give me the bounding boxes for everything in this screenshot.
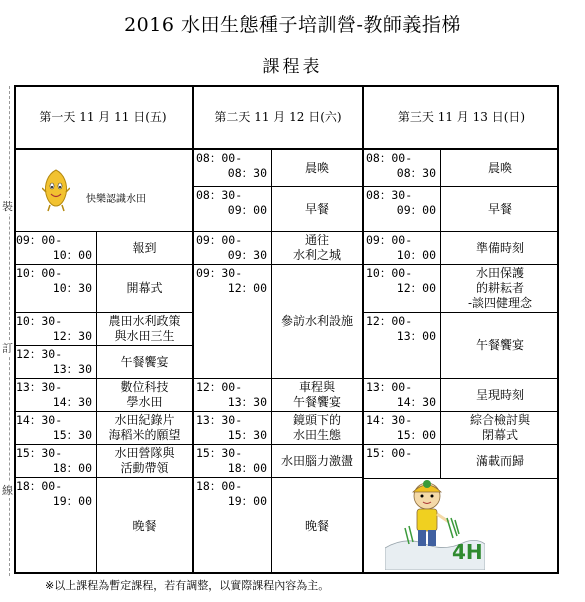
binding-mark: 訂: [2, 342, 13, 355]
time-start: 18：00-: [196, 479, 243, 493]
time-end: 10：30: [52, 281, 92, 295]
time-start: 08：30-: [196, 188, 243, 202]
time-end: 08：30: [396, 166, 436, 180]
day-header: 第二天 11 月 12 日(六): [194, 85, 364, 150]
time-start: 18：00-: [16, 479, 63, 493]
activity-cell: 晨喚: [272, 150, 364, 187]
time-cell: [364, 150, 441, 187]
activity-cell: 晚餐: [272, 478, 364, 574]
time-start: 08：30-: [366, 188, 413, 202]
activity-cell: 開幕式: [97, 265, 194, 313]
time-end: 19：00: [227, 494, 267, 508]
activity-cell: 水田腦力激盪: [272, 445, 364, 478]
activity-cell: 水田營隊與 活動帶領: [97, 445, 194, 478]
time-end: 18：00: [227, 461, 267, 475]
time-start: 09：00-: [366, 233, 413, 247]
activity-cell: 綜合檢討與 閉幕式: [441, 412, 559, 445]
time-end: 14：30: [52, 395, 92, 409]
time-end: 12：30: [52, 329, 92, 343]
activity-cell: 早餐: [441, 187, 559, 232]
activity-cell: 午餐饗宴: [97, 346, 194, 379]
time-start: 12：00-: [196, 380, 243, 394]
time-start: 09：30-: [196, 266, 243, 280]
activity-cell: 數位科技 學水田: [97, 379, 194, 412]
time-start: 13：30-: [196, 413, 243, 427]
time-start: 15：30-: [16, 446, 63, 460]
time-start: 08：00-: [366, 151, 413, 165]
time-cell: [194, 187, 272, 232]
activity-cell: 水田紀錄片 海稻米的願望: [97, 412, 194, 445]
activity-cell: 準備時刻: [441, 232, 559, 265]
time-start: 13：30-: [16, 380, 63, 394]
activity-cell: 通往 水利之城: [272, 232, 364, 265]
time-cell: [194, 412, 272, 445]
time-start: 14：30-: [16, 413, 63, 427]
time-start: 12：30-: [16, 347, 63, 361]
time-cell: [364, 187, 441, 232]
day-header: 第三天 11 月 13 日(日): [364, 85, 559, 150]
footnote: ※以上課程為暫定課程，若有調整，以實際課程內容為主。: [45, 579, 330, 592]
day-header: 第一天 11 月 11 日(五): [14, 85, 194, 150]
time-start: 09：00-: [16, 233, 63, 247]
activity-cell: 晨喚: [441, 150, 559, 187]
time-end: 13：30: [227, 395, 267, 409]
time-cell: [364, 445, 441, 478]
time-cell: [14, 232, 97, 265]
time-cell: [364, 412, 441, 445]
intro-label: 快樂認識水田: [86, 194, 146, 205]
time-cell: [194, 232, 272, 265]
time-cell: [14, 412, 97, 445]
time-start: 08：00-: [196, 151, 243, 165]
4h-badge: 4H: [452, 540, 483, 564]
activity-cell: 早餐: [272, 187, 364, 232]
activity-cell: 午餐饗宴: [441, 313, 559, 379]
time-cell: [194, 150, 272, 187]
activity-cell: 車程與 午餐饗宴: [272, 379, 364, 412]
time-end: 10：00: [52, 248, 92, 262]
time-start: 15：00-: [366, 446, 413, 460]
time-start: 15：30-: [196, 446, 243, 460]
binding-mark: 裝: [2, 200, 13, 213]
time-end: 12：00: [396, 281, 436, 295]
time-end: 09：30: [227, 248, 267, 262]
time-cell: [364, 265, 441, 313]
time-cell: [194, 445, 272, 478]
activity-cell: 報到: [97, 232, 194, 265]
time-end: 14：30: [396, 395, 436, 409]
time-end: 09：00: [396, 203, 436, 217]
time-cell: [14, 346, 97, 379]
time-start: 14：30-: [366, 413, 413, 427]
activity-cell: 呈現時刻: [441, 379, 559, 412]
time-cell: [194, 478, 272, 574]
time-cell: [14, 478, 97, 574]
time-cell: [364, 232, 441, 265]
activity-cell: 晚餐: [97, 478, 194, 574]
page-subtitle: 課程表: [262, 57, 323, 77]
binding-mark: 線: [2, 484, 13, 497]
time-end: 15：30: [52, 428, 92, 442]
activity-cell: 水田保護 的耕耘者 -談四健理念: [441, 265, 559, 313]
time-start: 10：00-: [16, 266, 63, 280]
time-cell: [14, 265, 97, 313]
activity-cell: 滿載而歸: [475, 454, 524, 468]
time-start: 09：00-: [196, 233, 243, 247]
time-start: 12：00-: [366, 314, 413, 328]
time-end: 08：30: [227, 166, 267, 180]
activity-cell: 參訪水利設施: [272, 265, 364, 379]
time-start: 10：30-: [16, 314, 63, 328]
time-cell: [14, 445, 97, 478]
activity-cell: 農田水利政策 與水田三生: [97, 313, 194, 346]
time-start: 13：00-: [366, 380, 413, 394]
page-title: 2016 水田生態種子培訓營-教師義指梯: [124, 14, 461, 36]
rice-grain-mascot-icon: [42, 168, 70, 212]
time-cell: [364, 313, 441, 379]
time-end: 18：00: [52, 461, 92, 475]
activity-cell: 鏡頭下的 水田生態: [272, 412, 364, 445]
binding-guide-line: [9, 86, 10, 576]
time-cell: [364, 379, 441, 412]
time-end: 09：00: [227, 203, 267, 217]
time-end: 13：30: [52, 362, 92, 376]
time-end: 12：00: [227, 281, 267, 295]
time-start: 10：00-: [366, 266, 413, 280]
time-end: 15：00: [396, 428, 436, 442]
time-cell: [194, 265, 272, 379]
time-cell: [14, 379, 97, 412]
time-end: 15：30: [227, 428, 267, 442]
time-end: 19：00: [52, 494, 92, 508]
time-cell: [14, 313, 97, 346]
time-cell: [194, 379, 272, 412]
time-end: 10：00: [396, 248, 436, 262]
time-end: 13：00: [396, 329, 436, 343]
